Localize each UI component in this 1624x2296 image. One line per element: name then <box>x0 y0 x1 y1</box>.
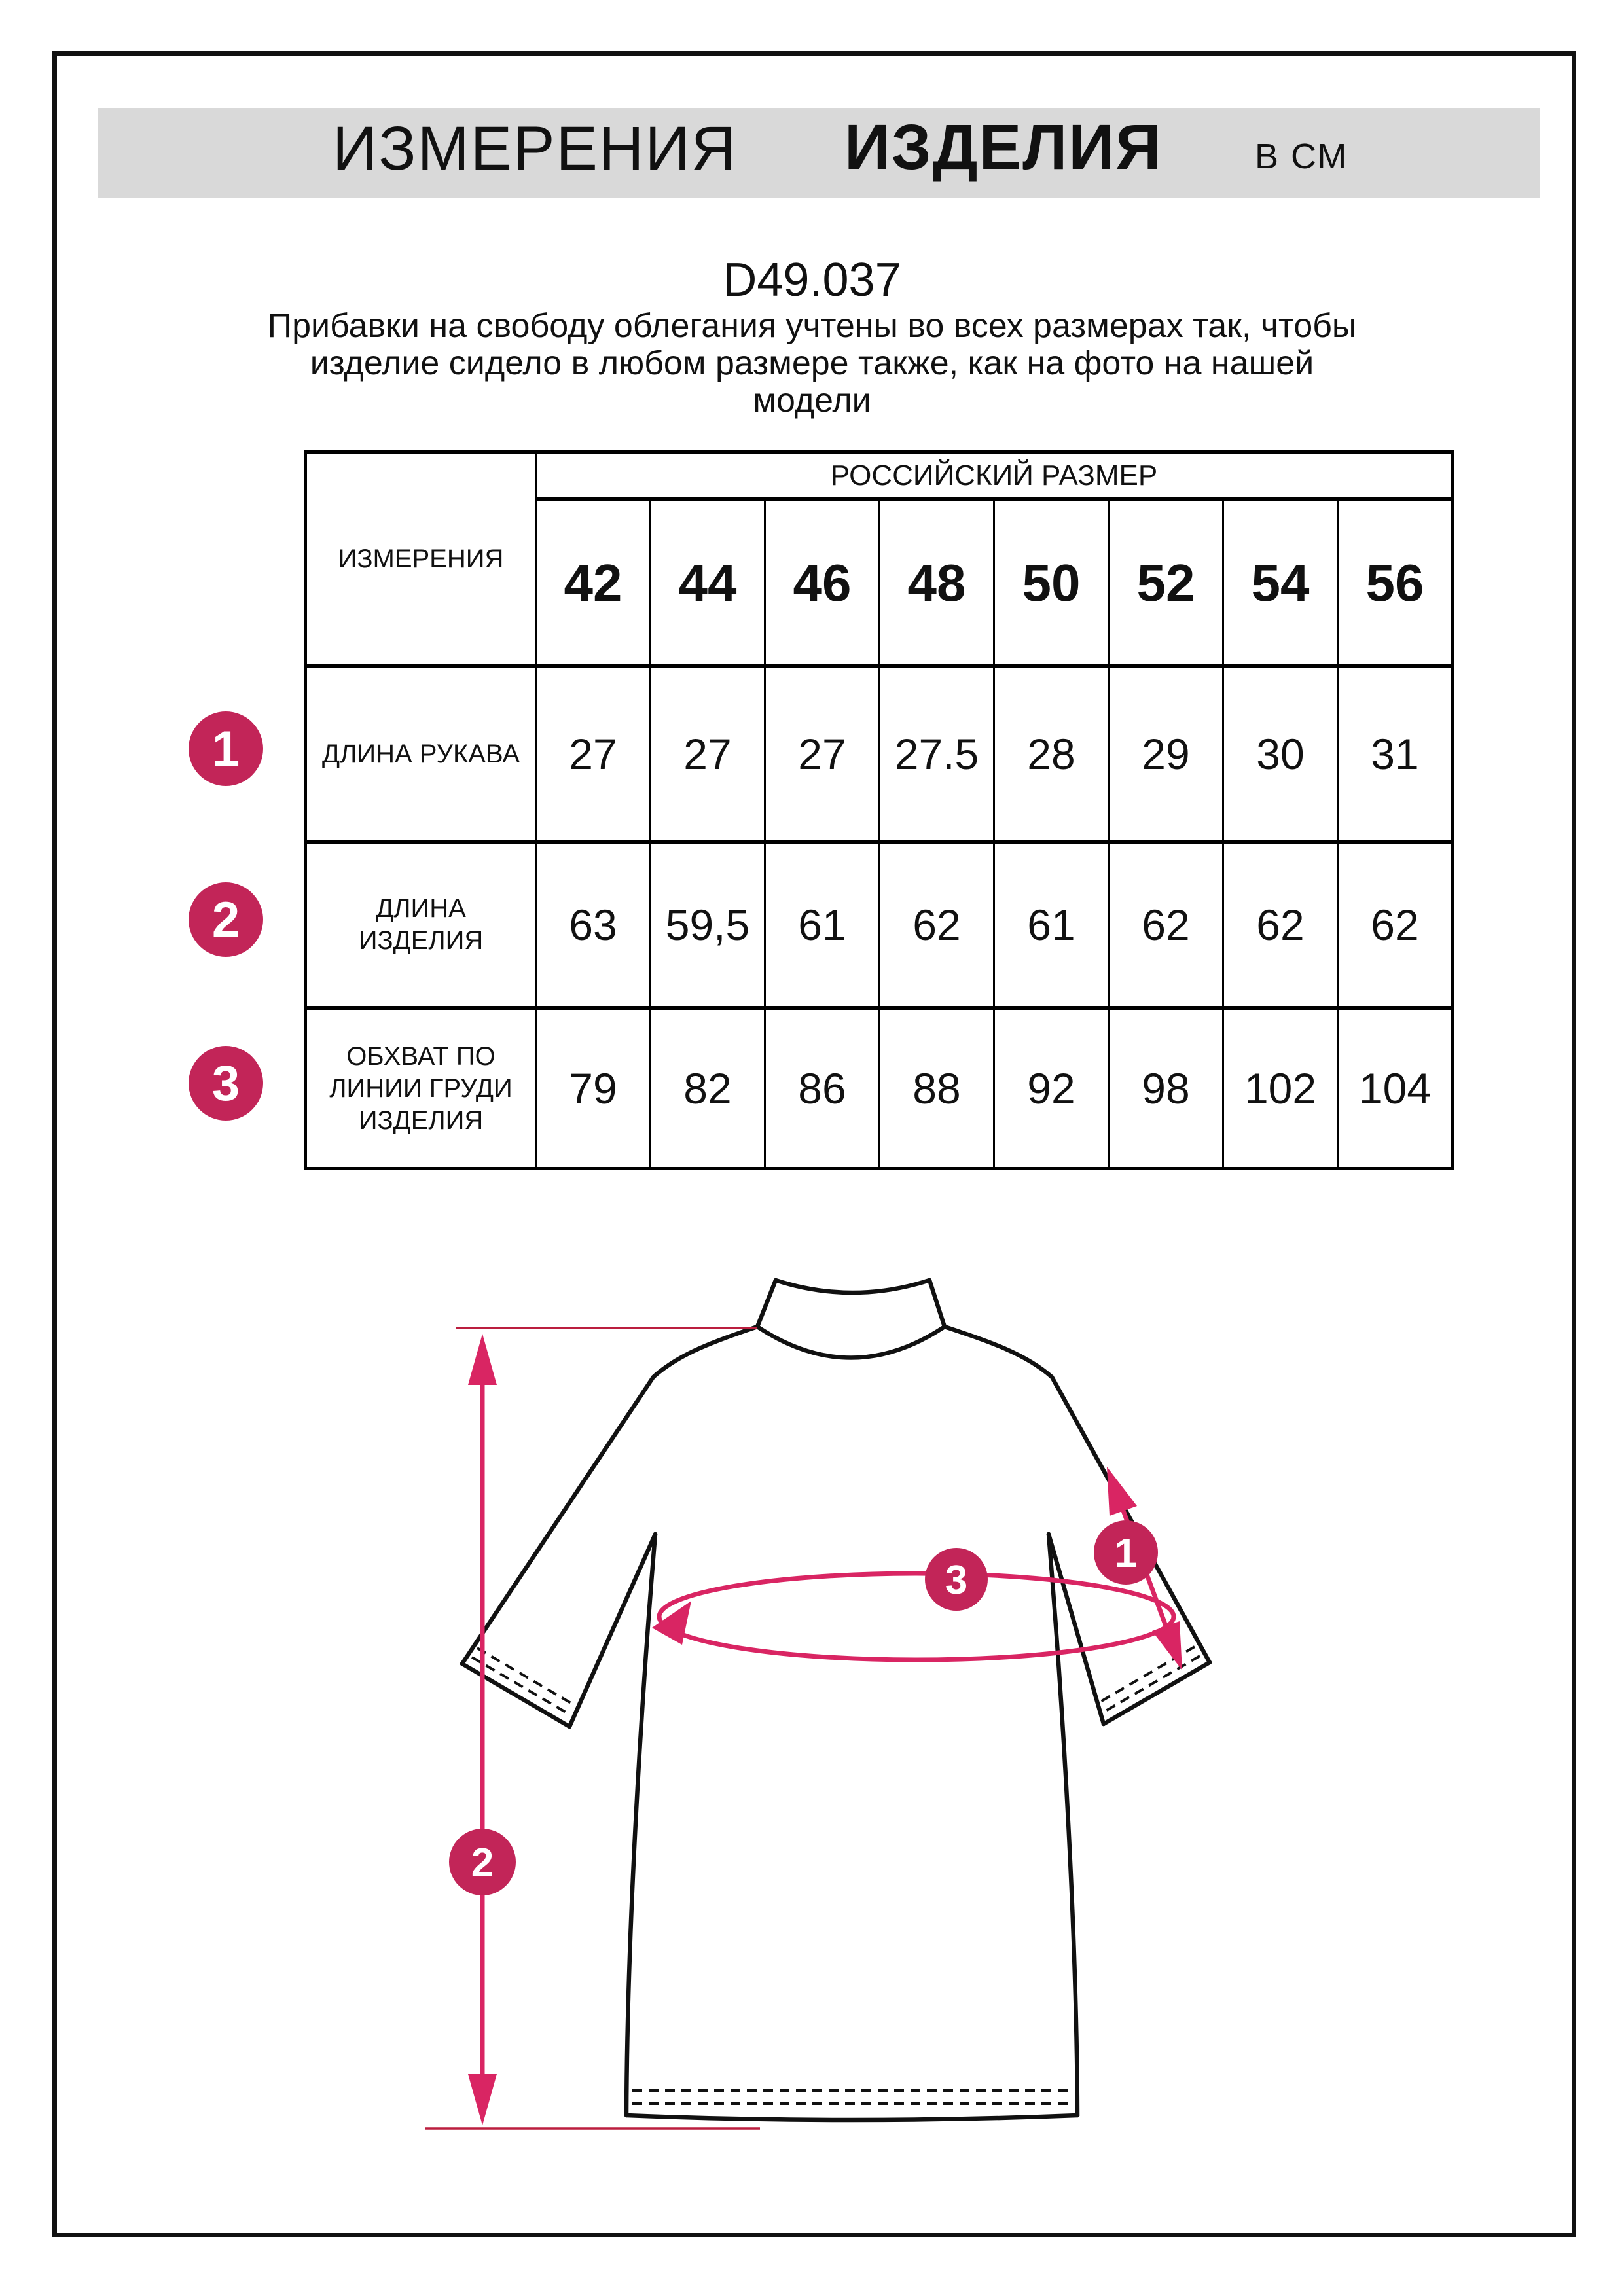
value-cell: 62 <box>1337 840 1451 1006</box>
size-col-header: 46 <box>764 497 878 664</box>
size-col-header: 50 <box>993 497 1108 664</box>
value-cell: 63 <box>535 840 649 1006</box>
diagram-badge-2-label: 2 <box>471 1840 494 1886</box>
value-cell: 27 <box>649 664 764 840</box>
row-label: ОБХВАТ ПО ЛИНИИ ГРУДИ ИЗДЕЛИЯ <box>307 1006 535 1167</box>
value-cell: 59,5 <box>649 840 764 1006</box>
value-cell: 86 <box>764 1006 878 1167</box>
value-cell: 27 <box>764 664 878 840</box>
garment-outline <box>462 1280 1210 2120</box>
size-col-header: 54 <box>1222 497 1337 664</box>
table-corner-header: ИЗМЕРЕНИЯ <box>338 544 504 573</box>
header-title-measurements: ИЗМЕРЕНИЯ <box>333 114 738 183</box>
diagram-badge-1-label: 1 <box>1114 1531 1138 1576</box>
measure-badge-3: 3 <box>189 1046 263 1121</box>
table-group-header: РОССИЙСКИЙ РАЗМЕР <box>535 454 1451 497</box>
header-title-product: ИЗДЕЛИЯ <box>844 111 1163 183</box>
value-cell: 62 <box>878 840 993 1006</box>
hem-stitching <box>632 2090 1072 2104</box>
value-cell: 62 <box>1108 840 1222 1006</box>
fit-note-line: Прибавки на свободу облегания учтены во всех размерах так, чтобы <box>267 307 1357 345</box>
row-label: ДЛИНА РУКАВА <box>307 664 535 840</box>
size-col-header: 56 <box>1337 497 1451 664</box>
diagram-badge-3-label: 3 <box>945 1558 968 1603</box>
value-cell: 82 <box>649 1006 764 1167</box>
value-cell: 88 <box>878 1006 993 1167</box>
model-number: D49.037 <box>723 254 901 306</box>
value-cell: 102 <box>1222 1006 1337 1167</box>
size-col-header: 48 <box>878 497 993 664</box>
value-cell: 92 <box>993 1006 1108 1167</box>
size-col-header: 52 <box>1108 497 1222 664</box>
chest-ellipse <box>652 1573 1174 1660</box>
value-cell: 61 <box>764 840 878 1006</box>
value-cell: 79 <box>535 1006 649 1167</box>
header-units: В СМ <box>1255 137 1348 176</box>
value-cell: 62 <box>1222 840 1337 1006</box>
fit-note-line: модели <box>753 382 871 420</box>
value-cell: 98 <box>1108 1006 1222 1167</box>
value-cell: 30 <box>1222 664 1337 840</box>
measure-badge-1: 1 <box>189 711 263 786</box>
fit-note-line: изделие сидело в любом размере также, как на фото на нашей <box>310 344 1314 382</box>
size-col-header: 42 <box>535 497 649 664</box>
length-arrow <box>468 1334 497 2125</box>
value-cell: 61 <box>993 840 1108 1006</box>
measure-badge-2: 2 <box>189 882 263 957</box>
size-col-header: 44 <box>649 497 764 664</box>
value-cell: 27 <box>535 664 649 840</box>
guide-lines <box>425 1328 760 2128</box>
value-cell: 31 <box>1337 664 1451 840</box>
row-label: ДЛИНА ИЗДЕЛИЯ <box>307 840 535 1006</box>
value-cell: 29 <box>1108 664 1222 840</box>
value-cell: 104 <box>1337 1006 1451 1167</box>
value-cell: 27.5 <box>878 664 993 840</box>
value-cell: 28 <box>993 664 1108 840</box>
